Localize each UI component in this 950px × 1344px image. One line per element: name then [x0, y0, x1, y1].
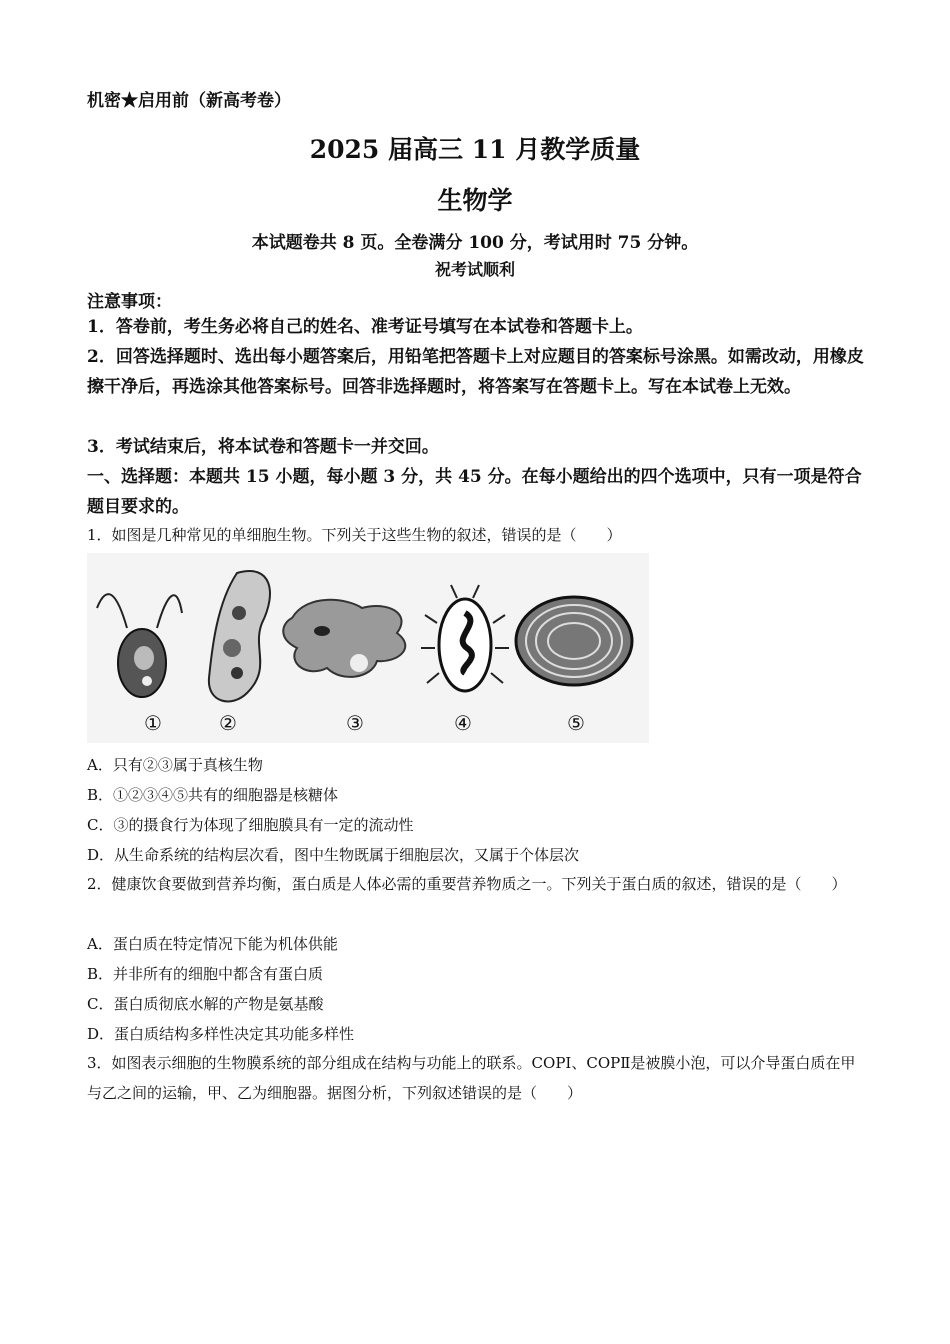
confidential-label: 机密★启用前（新高考卷）: [87, 91, 291, 111]
subject-title: 生物学: [437, 186, 513, 215]
figure-label-5: ⑤: [567, 711, 585, 735]
paper-info: 本试题卷共 8 页。全卷满分 100 分，考试用时 75 分钟。: [251, 233, 699, 253]
note-item: 2．回答选择题时、选出每小题答案后，用铅笔把答题卡上对应题目的答案标号涂黑。如需改动，用橡皮擦干净后，再选涂其他答案标号。回答非选择题时，将答案写在答题卡上。写在本试卷上无效。: [87, 347, 864, 397]
q2-option-c: C．蛋白质彻底水解的产物是氨基酸: [87, 995, 324, 1013]
note-item: 3．考试结束后，将本试卷和答题卡一并交回。: [87, 437, 439, 457]
question-2-stem: 2．健康饮食要做到营养均衡，蛋白质是人体必需的重要营养物质之一。下列关于蛋白质的叙述，错误的是（ ）: [87, 875, 847, 893]
figure-label-3: ③: [346, 711, 364, 735]
note-item: 1．答卷前，考生务必将自己的姓名、准考证号填写在本试卷和答题卡上。: [87, 317, 643, 337]
q1-option-a: A．只有②③属于真核生物: [87, 756, 263, 774]
q2-option-d: D．蛋白质结构多样性决定其功能多样性: [87, 1025, 355, 1043]
single-cell-organisms-figure: [87, 553, 649, 743]
q1-option-b: B．①②③④⑤共有的细胞器是核糖体: [87, 786, 339, 804]
good-luck-text: 祝考试顺利: [434, 260, 515, 279]
question-3-stem: 3．如图表示细胞的生物膜系统的部分组成在结构与功能上的联系。COPⅠ、COPⅡ是被膜小泡，可以介导蛋白质在甲与乙之间的运输，甲、乙为细胞器。据图分析，下列叙述错误的是（ ）: [87, 1054, 856, 1102]
q1-option-d: D．从生命系统的结构层次看，图中生物既属于细胞层次，又属于个体层次: [87, 846, 580, 864]
notes-heading: 注意事项：: [87, 292, 172, 312]
q2-option-b: B．并非所有的细胞中都含有蛋白质: [87, 965, 324, 983]
exam-title: 2025 届高三 11 月教学质量: [309, 135, 641, 164]
question-1-stem: 1．如图是几种常见的单细胞生物。下列关于这些生物的叙述，错误的是（ ）: [87, 526, 622, 544]
q2-option-a: A．蛋白质在特定情况下能为机体供能: [87, 935, 338, 953]
cyanobacterium-illustration: [516, 597, 632, 685]
figure-label-2: ②: [219, 711, 237, 735]
figure-label-4: ④: [454, 711, 472, 735]
section-heading: 一、选择题：本题共 15 小题，每小题 3 分，共 45 分。在每小题给出的四个选项中，只有一项是符合题目要求的。: [87, 467, 862, 517]
q1-option-c: C．③的摄食行为体现了细胞膜具有一定的流动性: [87, 816, 414, 834]
figure-label-1: ①: [144, 711, 162, 735]
